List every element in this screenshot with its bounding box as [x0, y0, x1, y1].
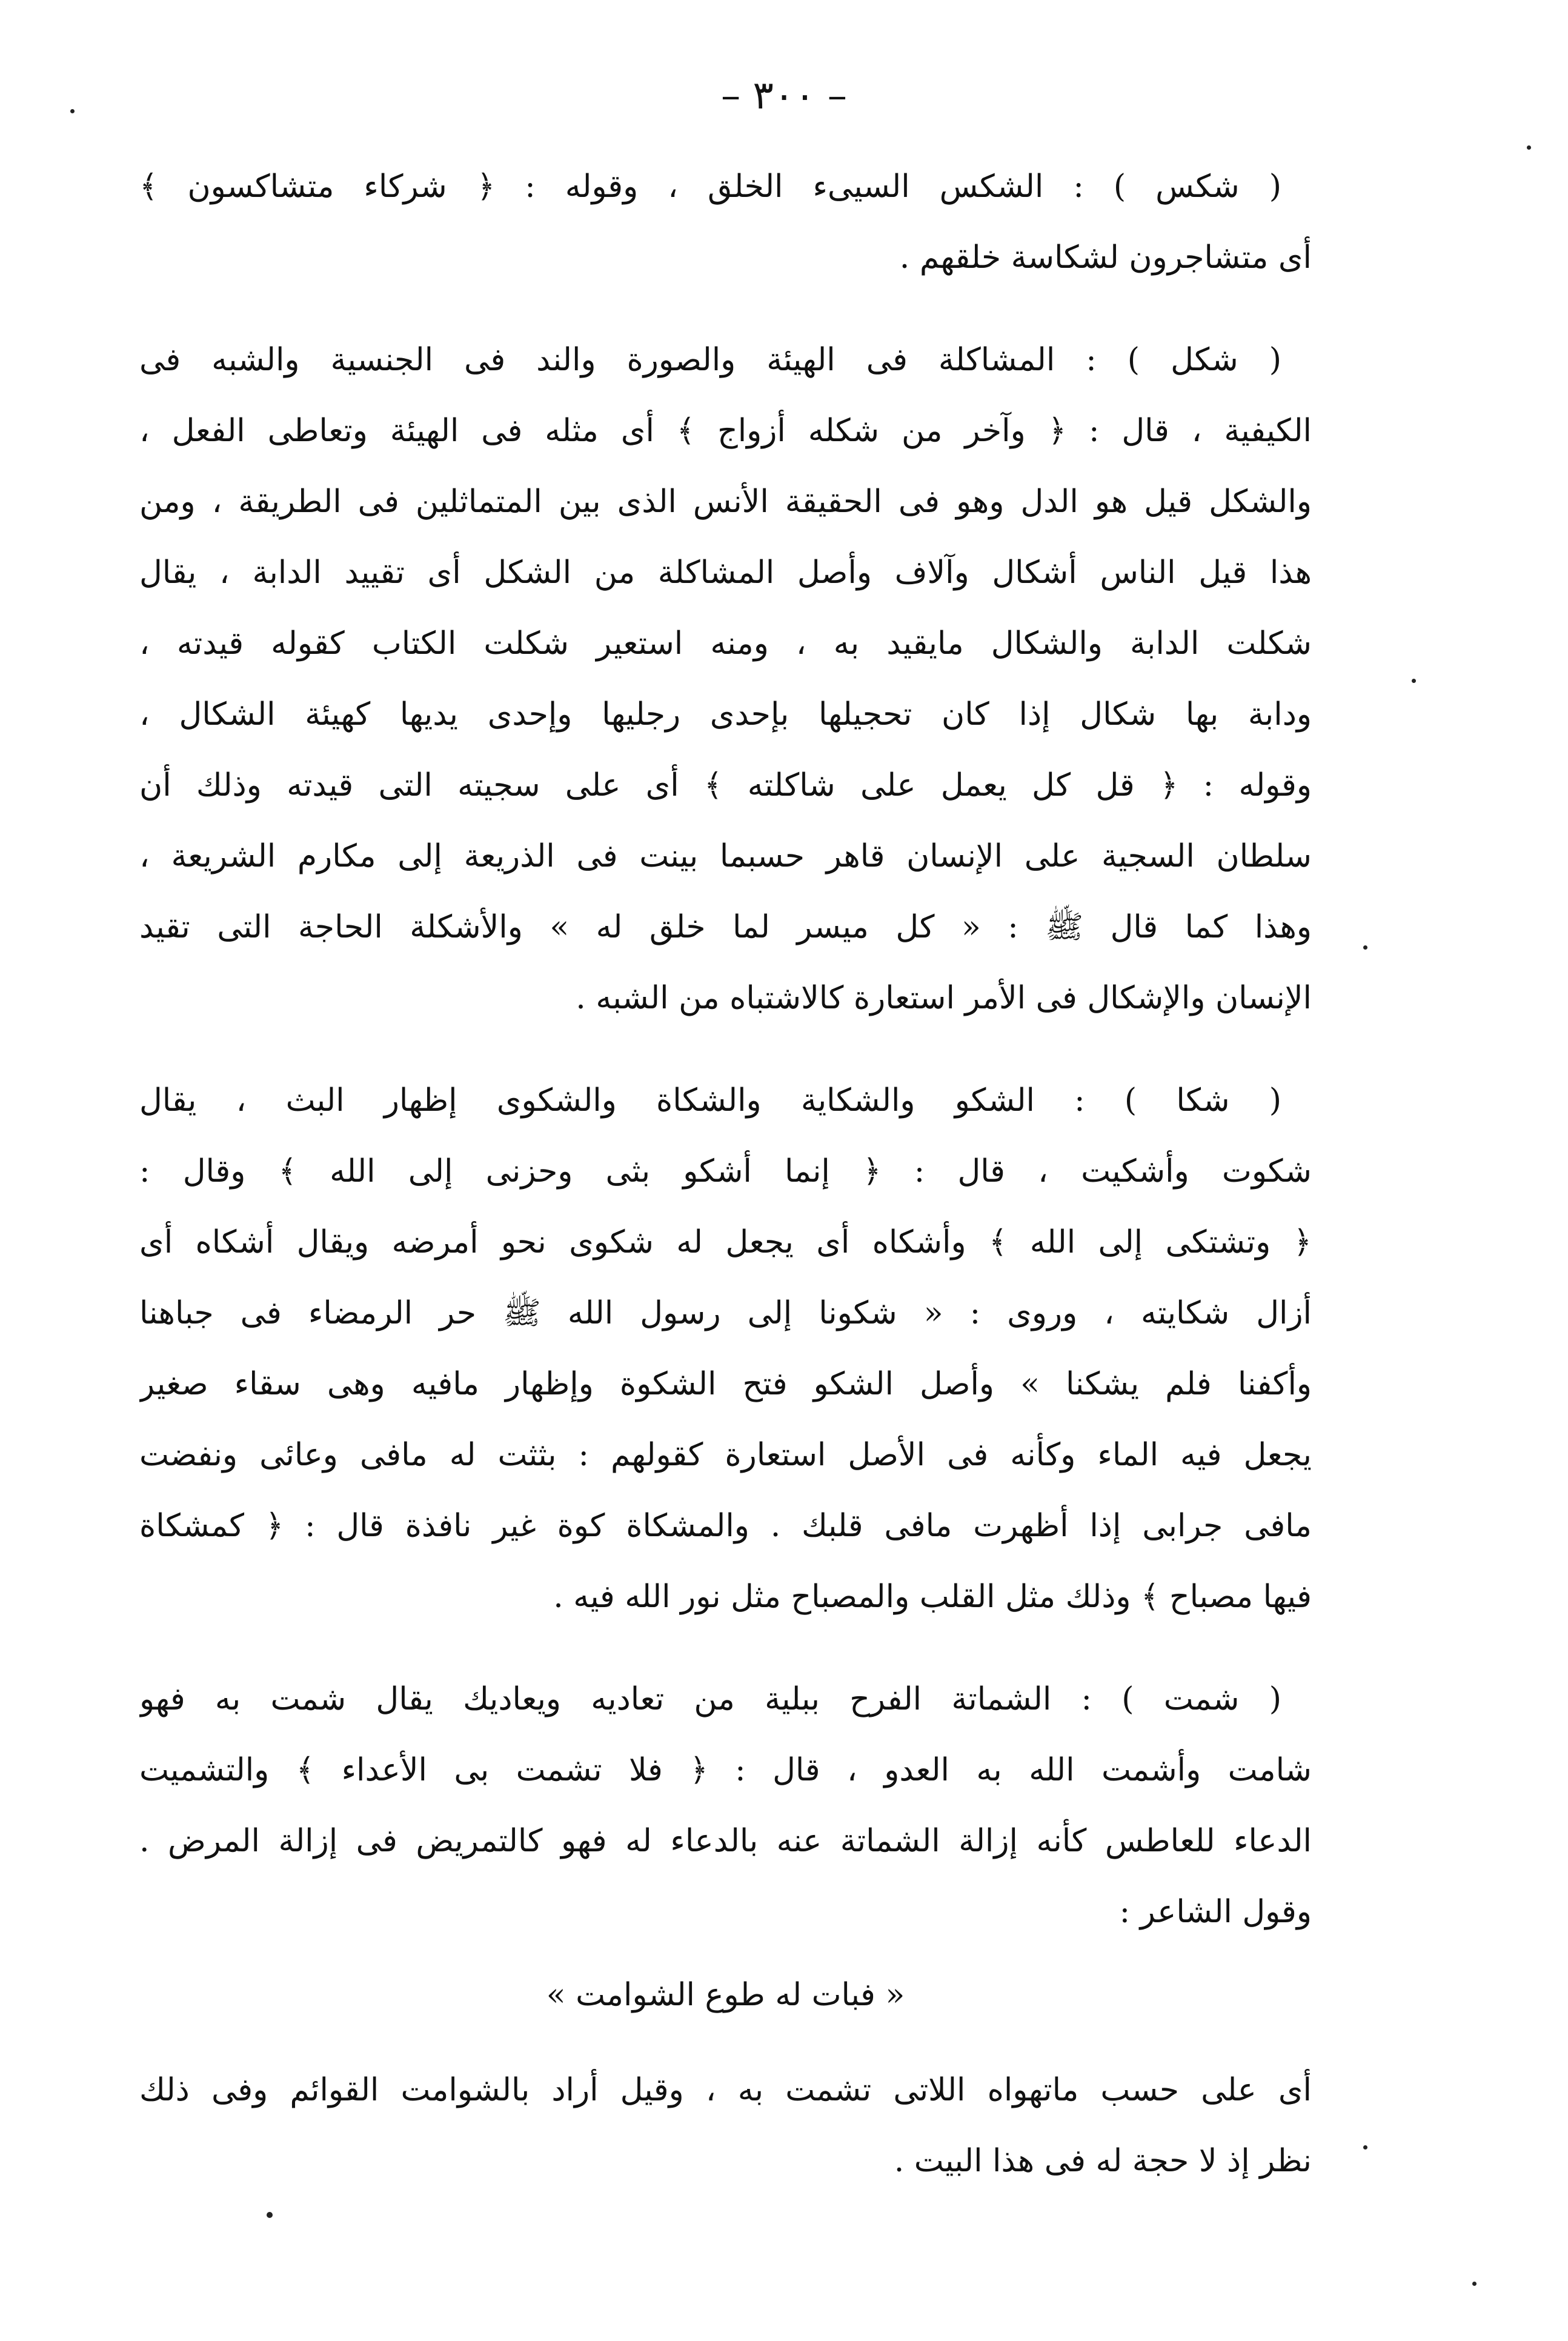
- text-body: [139, 152, 1312, 2228]
- entry-shaka: [139, 1065, 1312, 1633]
- text-line: شكوت وأشكيت ، قال : ﴿ إنما أشكو بثى وحزنى إلى الله ﴾ وقال :: [139, 1153, 1312, 1190]
- text-line: هذا قيل الناس أشكال وآلاف وأصل المشاكلة من الشكل أى تقييد الدابة ، يقال: [139, 554, 1312, 591]
- text-line: سلطان السجية على الإنسان قاهر حسبما بينت فى الذريعة إلى مكارم الشريعة ،: [139, 838, 1312, 874]
- text-line: وهذا كما قال ﷺ : « كل ميسر لما خلق له » والأشكلة الحاجة التى تقيد: [139, 909, 1312, 945]
- text-line: أى على حسب ماتهواه اللاتى تشمت به ، وقيل أراد بالشوامت القوائم وفى ذلك: [139, 2072, 1312, 2108]
- entry-shakas: [139, 152, 1312, 293]
- text-line: يجعل فيه الماء وكأنه فى الأصل استعارة كقولهم : بثثت له مافى وعائى ونفضت: [139, 1437, 1312, 1473]
- text-line: شامت وأشمت الله به العدو ، قال : ﴿ فلا تشمت بى الأعداء ﴾ والتشميت: [139, 1752, 1312, 1788]
- text-line: وقوله : ﴿ قل كل يعمل على شاكلته ﴾ أى على سجيته التى قيدته وذلك أن: [139, 767, 1312, 804]
- poetry-verse: « فبات له طوع الشوامت »: [546, 1977, 905, 2013]
- text-line: ( شكل ) : المشاكلة فى الهيئة والصورة والند فى الجنسية والشبه فى: [139, 342, 1281, 378]
- text-line: وأكفنا فلم يشكنا » وأصل الشكو فتح الشكوة وإظهار مافيه وهى سقاء صغير: [139, 1366, 1312, 1402]
- scan-speck: [1472, 2282, 1477, 2286]
- scan-speck: [70, 109, 75, 113]
- scan-speck: [1527, 145, 1531, 150]
- text-line: أى متشاجرون لشكاسة خلقهم .: [899, 239, 1312, 276]
- text-line: وقول الشاعر :: [1119, 1894, 1312, 1930]
- text-line: ( شمت ) : الشماتة الفرح ببلية من تعاديه ويعاديك يقال شمت به فهو: [139, 1681, 1281, 1717]
- text-line: ( شكس ) : الشكس السيىء الخلق ، وقوله : ﴿ شركاء متشاكسون ﴾: [139, 168, 1281, 205]
- scan-speck: [1363, 945, 1367, 950]
- text-line: فيها مصباح ﴾ وذلك مثل القلب والمصباح مثل نور الله فيه .: [553, 1579, 1312, 1615]
- scan-speck: [267, 2212, 273, 2218]
- text-line: شكلت الدابة والشكال مايقيد به ، ومنه استعير شكلت الكتاب كقوله قيدته ،: [139, 625, 1312, 662]
- text-line: نظر إذ لا حجة له فى هذا البيت .: [894, 2143, 1312, 2179]
- text-line: والشكل قيل هو الدل وهو فى الحقيقة الأنس الذى بين المتماثلين فى الطريقة ، ومن: [139, 484, 1312, 520]
- text-line: أزال شكايته ، وروى : « شكونا إلى رسول الله ﷺ حر الرمضاء فى جباهنا: [139, 1295, 1312, 1331]
- text-line: ودابة بها شكال إذا كان تحجيلها بإحدى رجليها وإحدى يديها كهيئة الشكال ،: [139, 696, 1312, 733]
- scan-speck: [1363, 2145, 1367, 2150]
- text-line: الإنسان والإشكال فى الأمر استعارة كالاشتباه من الشبه .: [576, 980, 1312, 1016]
- text-line: مافى جرابى إذا أظهرت مافى قلبك . والمشكاة كوة غير نافذة قال : ﴿ كمشكاة: [139, 1508, 1312, 1544]
- page-number: – ٣٠٠ –: [721, 73, 847, 118]
- text-line: الكيفية ، قال : ﴿ وآخر من شكله أزواج ﴾ أى مثله فى الهيئة وتعاطى الفعل ،: [139, 413, 1312, 449]
- scan-speck: [1412, 679, 1416, 683]
- entry-shamata: [139, 1664, 1312, 2197]
- text-line: الدعاء للعاطس كأنه إزالة الشماتة عنه بالدعاء له فهو كالتمريض فى إزالة المرض .: [139, 1823, 1312, 1859]
- entry-shakl: [139, 325, 1312, 1034]
- text-line: ( شكا ) : الشكو والشكاية والشكاة والشكوى إظهار البث ، يقال: [139, 1082, 1281, 1119]
- text-line: ﴿ وتشتكى إلى الله ﴾ وأشكاه أى يجعل له شكوى نحو أمرضه ويقال أشكاه أى: [139, 1224, 1312, 1260]
